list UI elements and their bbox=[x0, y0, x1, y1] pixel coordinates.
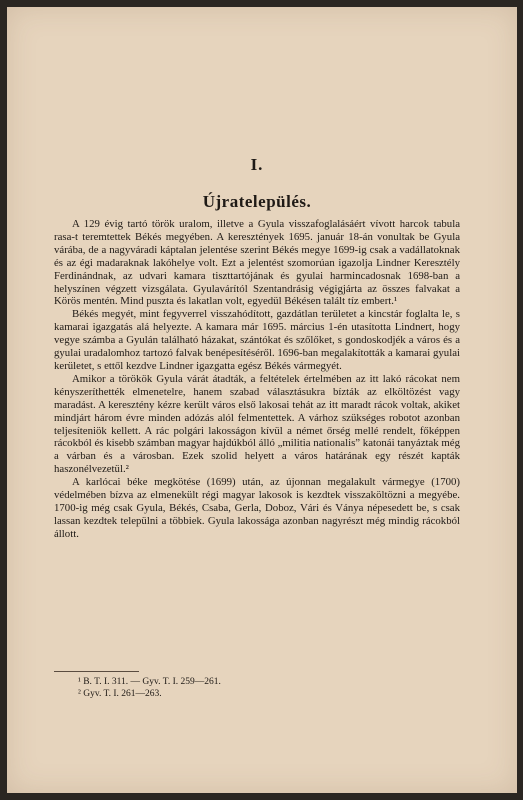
paragraph-2: Békés megyét, mint fegyverrel visszahódított, gazdátlan területet a kincstár foglalta le, s kamarai igazgatás alá helyezte. A kamara már 1695. március 1-én utasította Lindnert, hogy vegye számba a Gyulán található házakat, szántókat és szőlőket, s gondoskodjék a város és a gyulai uradalomhoz tartozó falvak benépesítéséről. 1696-ban megalakították a kamarai gyulai kerületet, s ettől kezdve Lindner igazgatta egész Békés vármegyét. bbox=[54, 308, 460, 372]
footnote-1: ¹ B. T. I. 311. — Gyv. T. I. 259—261. bbox=[78, 677, 221, 687]
footnote-2: ² Gyv. T. I. 261—263. bbox=[78, 688, 162, 699]
body-text bbox=[54, 218, 460, 541]
chapter-number: I. bbox=[250, 155, 264, 174]
book-page bbox=[7, 7, 517, 793]
paragraph-3: Amikor a törökök Gyula várát átadták, a feltételek értelmében az itt lakó rácokat nem kényszeríthették elmenetelre, hanem szabad választásukra bízták az elköltözést vagy maradást. A keresztény kézre került város első lakosai tehát az itt maradt rácok voltak, akiket mindjárt három évre minden adózás alól felmentettek. A várhoz szükséges robotot azonban teljesíteniök kellett. A rác polgári lakosságon kívül a német őrség mellé rendelt, főképpen rácokból és kisebb számban magyar hajdúkból álló „militia nationalis” katonái tanyáztak még a várban és a városban. Ezek szolid helyett a város határának egy részét kapták haszonélvezetül.² bbox=[54, 372, 460, 476]
footnote-rule bbox=[54, 671, 139, 672]
chapter-title: Újratelepülés. bbox=[202, 192, 312, 211]
paragraph-4: A karlócai béke megkötése (1699) után, az újonnan megalakult vármegye (1700) védelmében bízva az elmenekült régi magyar lakosok is kezdtek visszaköltözni a megyébe. 1700-ig még csak Gyula, Békés, Csaba, Gerla, Doboz, Vári és Ványa népesedett be, s csak lassan kezdtek települni a többiek. Gyula lakossága azonban nagyrészt még mindig rácokból állott. bbox=[54, 476, 460, 540]
paragraph-1: A 129 évig tartó török uralom, illetve a Gyula visszafoglalásáért vívott harcok tabula rasa-t teremtettek Békés megyében. A keresztények 1695. január 18-án vonultak be Gyula várába, de a nagyváradi káptalan jelentése szerint Békés megye 1699-ig csak a vadállatoknak és az égi madaraknak lakóhelye volt. Ezt a jelentést szomorúan igazolja Lindner Keresztély Ferdinándnak, az udvari kamara tiszttartójának és gyulai harmincadosnak 1698-ban a helyszínen végzett vizsgálata. Gyulavárítól Szentandrásig végigjárta az összes falvakat a Körös mentén. Mind puszta és lakatlan volt, egyedül Békésen talált tíz embert.¹ bbox=[54, 218, 460, 308]
footnotes bbox=[54, 677, 460, 700]
